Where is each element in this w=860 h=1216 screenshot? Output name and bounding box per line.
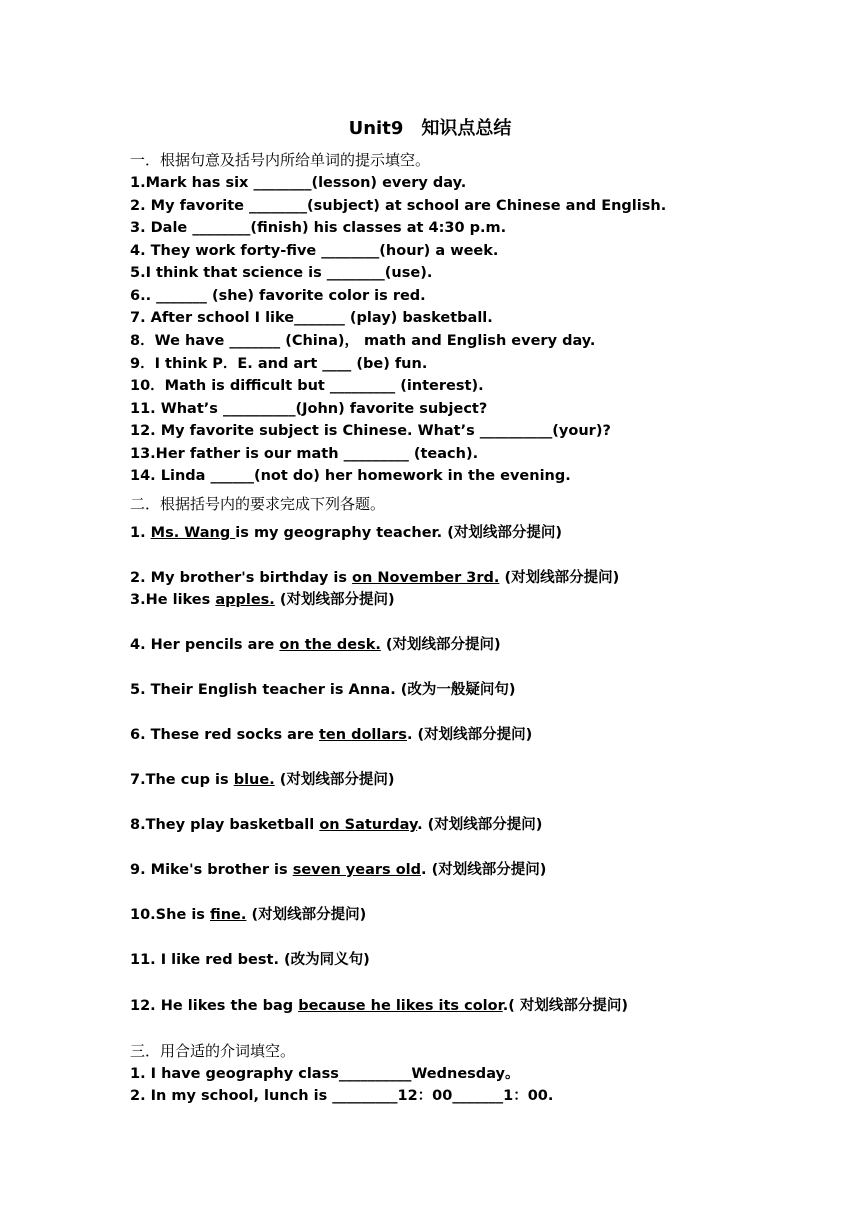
section1-item-11: 11. What’s __________(John) favorite subject?	[130, 401, 488, 417]
section2-item-1: 1. Ms. Wang is my geography teacher. (对划线部分提问)	[130, 525, 562, 541]
underlined-part: ten dollars	[318, 727, 407, 743]
section2-item-2: 2. My brother's birthday is on November 3rd. (对划线部分提问)	[130, 570, 620, 586]
underlined-part: fine.	[209, 907, 247, 923]
section1-item-8: 8．We have _______ (China)， math and English every day.	[130, 333, 596, 349]
section2-item-12: 12. He likes the bag because he likes its color.( 对划线部分提问)	[130, 998, 628, 1014]
underlined-part: seven years old	[292, 862, 422, 878]
section2-item-9: 9. Mike's brother is seven years old. (对划线部分提问)	[130, 862, 547, 878]
underlined-part: because he likes its color	[298, 998, 503, 1014]
section1-item-5: 5.I think that science is ________(use).	[130, 265, 433, 281]
section2-heading: 二．根据括号内的要求完成下列各题。	[130, 495, 386, 513]
section2-item-4: 4. Her pencils are on the desk. (对划线部分提问)	[130, 637, 501, 653]
section1-item-1: 1.Mark has six ________(lesson) every day.	[130, 175, 467, 191]
section1-item-4: 4. They work forty-five ________(hour) a week.	[130, 243, 499, 259]
section1-item-10: 10．Math is difficult but _________ (interest).	[130, 378, 484, 394]
underlined-part: on the desk.	[279, 637, 381, 653]
section3-heading: 三．用合适的介词填空。	[130, 1042, 296, 1060]
section3-item-2: 2. In my school, lunch is _________12：00_______1：00.	[130, 1088, 554, 1104]
section2-item-7: 7.The cup is blue. (对划线部分提问)	[130, 772, 395, 788]
section2-item-8: 8.They play basketball on Saturday. (对划线部分提问)	[130, 817, 543, 833]
underlined-part: apples.	[215, 592, 275, 608]
underlined-part: blue.	[233, 772, 275, 788]
section2-item-10: 10.She is fine. (对划线部分提问)	[130, 907, 367, 923]
section2-item-11: 11. I like red best. (改为同义句)	[130, 952, 370, 968]
section2-item-3: 3.He likes apples. (对划线部分提问)	[130, 592, 395, 608]
underlined-part: on November 3rd.	[352, 570, 500, 586]
section1-item-7: 7. After school I like_______ (play) basketball.	[130, 310, 493, 326]
section3-item-1: 1. I have geography class__________Wednesday。	[130, 1066, 520, 1082]
section1-item-2: 2. My favorite ________(subject) at school are Chinese and English.	[130, 198, 667, 214]
underlined-part: on Saturday	[319, 817, 418, 833]
section2-item-6: 6. These red socks are ten dollars. (对划线部分提问)	[130, 727, 533, 743]
section1-item-12: 12. My favorite subject is Chinese. What’s __________(your)?	[130, 423, 611, 439]
page-title: Unit9 知识点总结	[348, 118, 512, 139]
section1-item-6: 6.. _______ (she) favorite color is red.	[130, 288, 426, 304]
section2-item-5: 5. Their English teacher is Anna. (改为一般疑问句)	[130, 682, 516, 698]
section1-item-13: 13.Her father is our math _________ (teach).	[130, 446, 479, 462]
section1-item-9: 9．I think P．E. and art ____ (be) fun.	[130, 356, 428, 372]
section1-heading: 一．根据句意及括号内所给单词的提示填空。	[130, 151, 431, 169]
section1-item-3: 3. Dale ________(finish) his classes at 4:30 p.m.	[130, 220, 507, 236]
section1-item-14: 14. Linda ______(not do) her homework in the evening.	[130, 468, 571, 484]
underlined-part: Ms. Wang	[150, 525, 236, 541]
